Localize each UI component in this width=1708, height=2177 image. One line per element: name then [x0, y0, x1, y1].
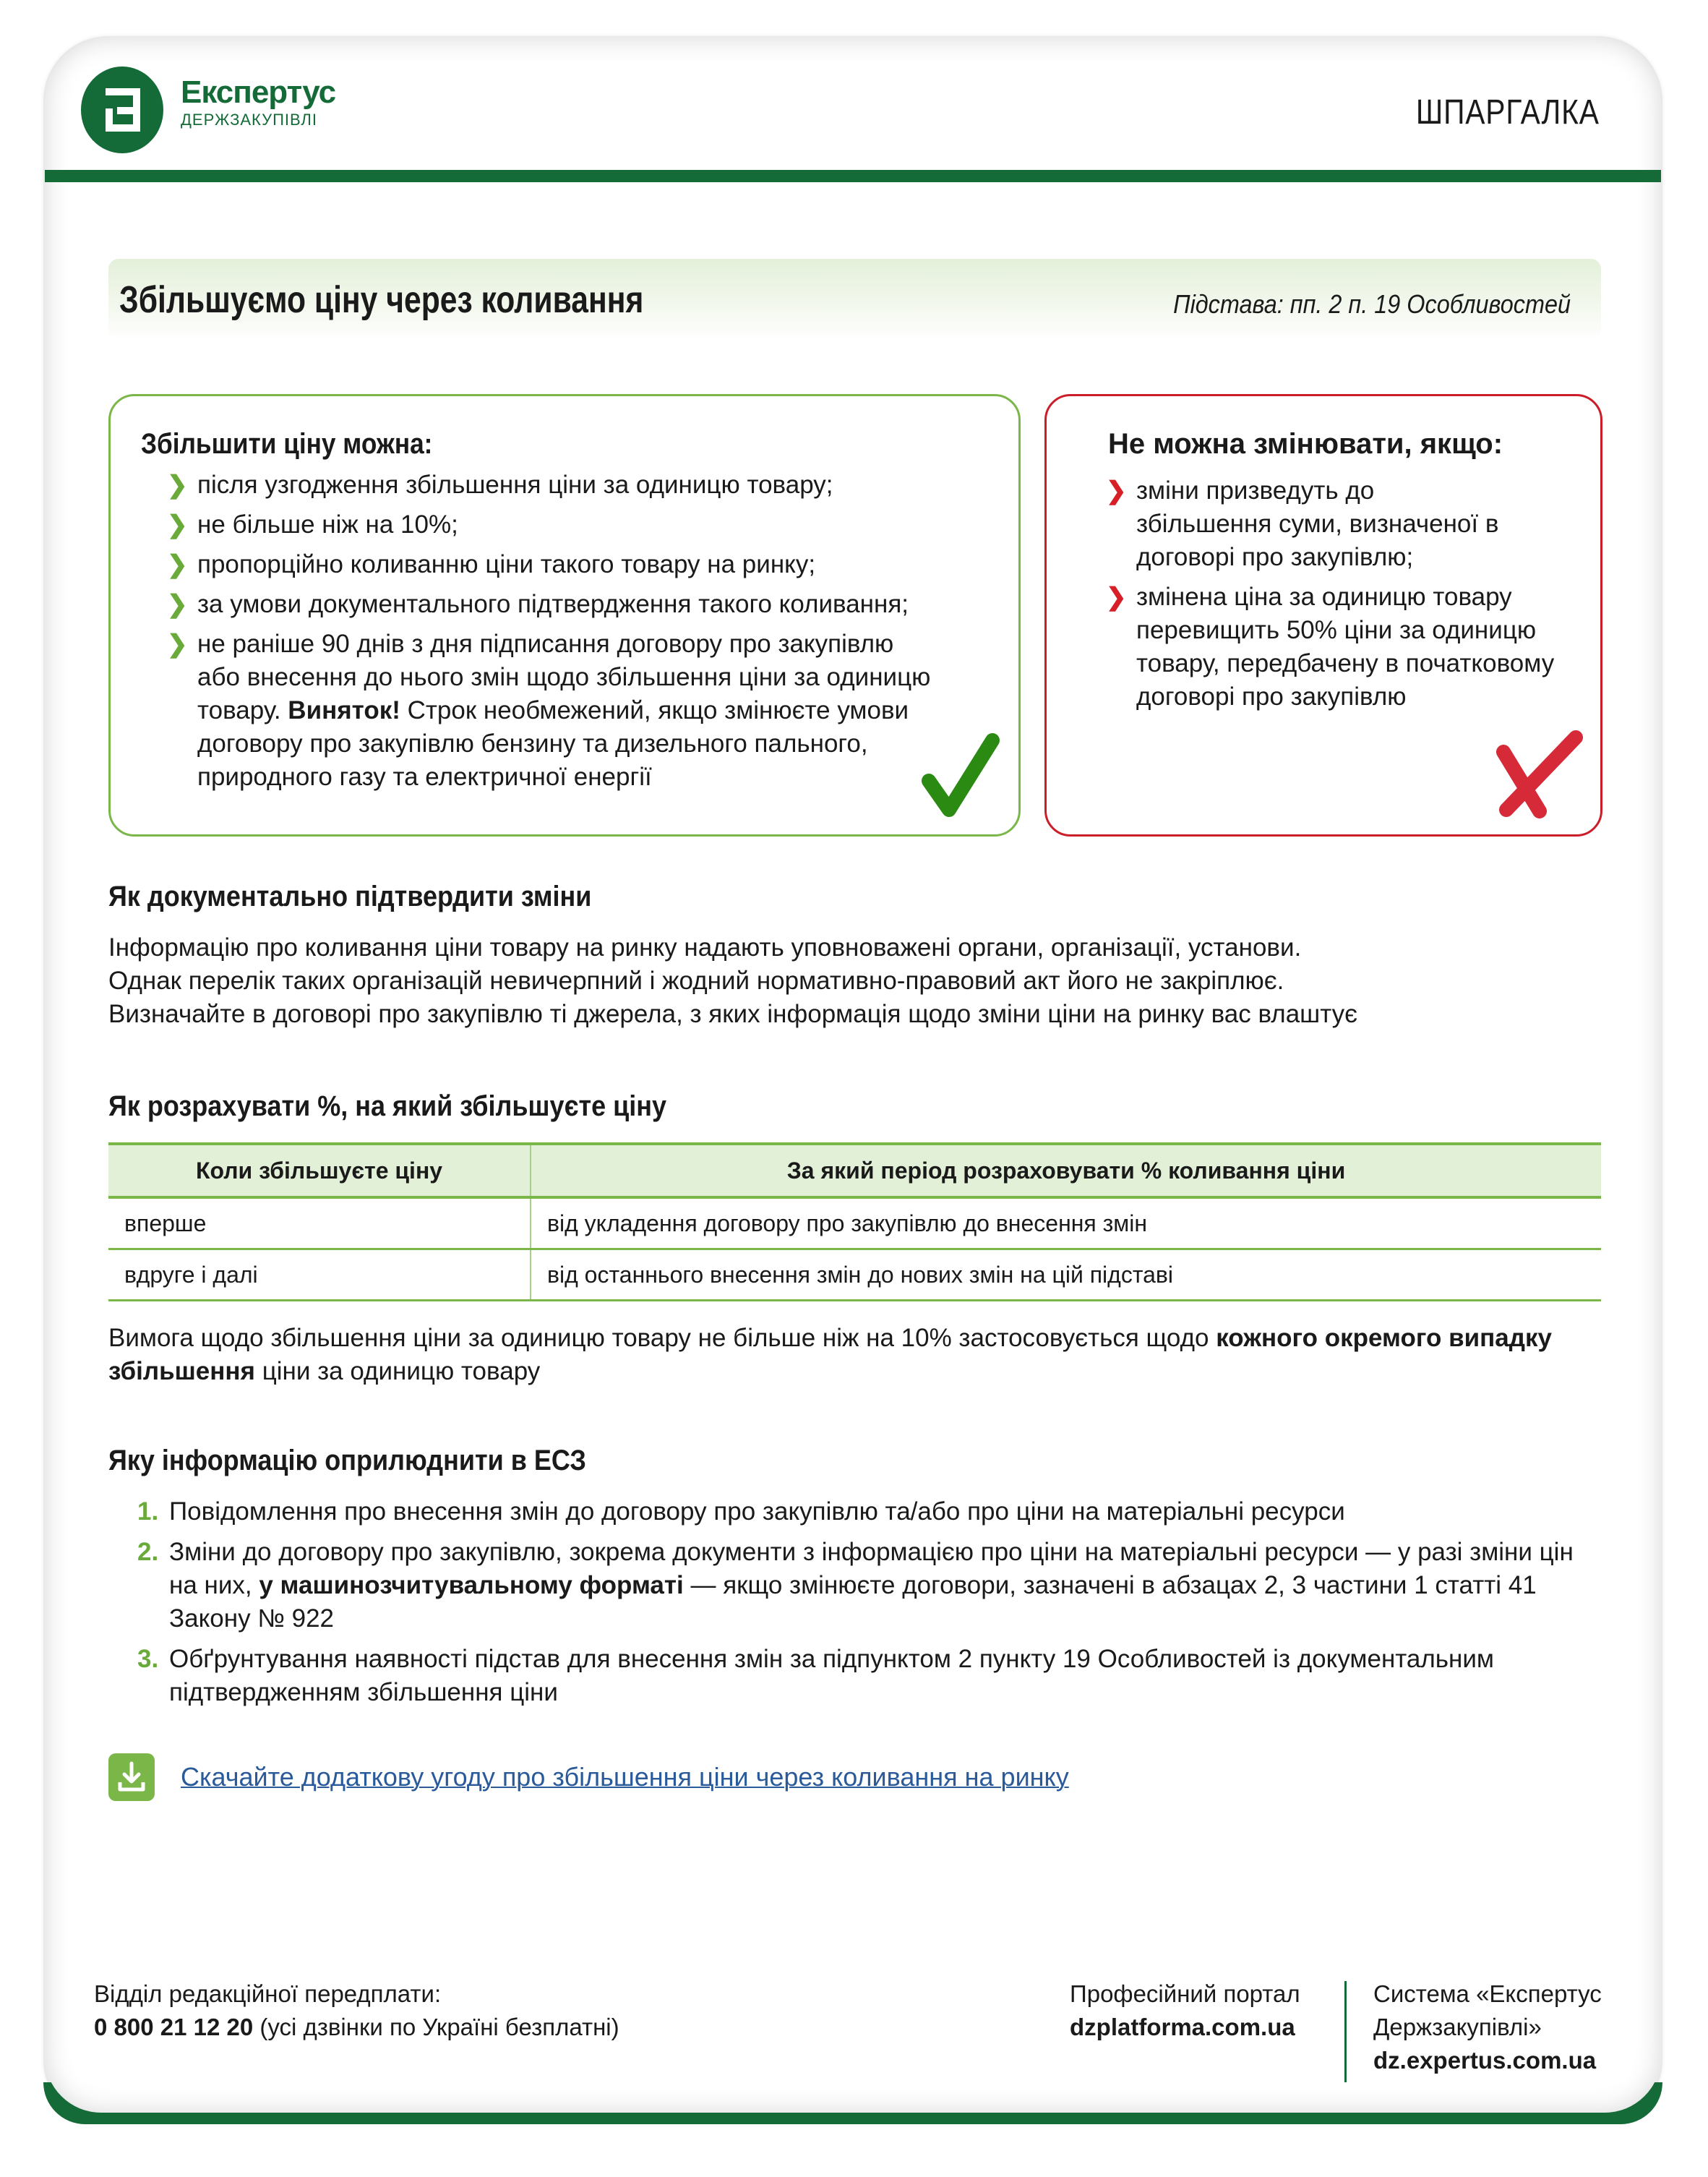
- list-item: ❯ пропорційно коливанню ціни такого товару на ринку;: [167, 548, 991, 581]
- table-cell: вперше: [108, 1197, 531, 1249]
- chevron-right-icon: ❯: [167, 591, 188, 618]
- chevron-right-icon: ❯: [167, 551, 188, 578]
- confirm-paragraph: Інформацію про коливання ціни товару на ринку надають уповноважені органи, організації, установи. Однак перелік таких організацій невичерпний і жодний нормативно-правовий акт його не закріплює. Визначайте в договорі про закупівлю ті джерела, з яких інформація щодо зміни ціни на ринку вас влаштує: [108, 933, 1358, 1028]
- list-item: 2. Зміни до договору про закупівлю, зокрема документи з інформацією про ціни на матеріальні ресурси — у разі зміни цін на них, у машинозчитувальному форматі — якщо змінюєте договори, зазначені в абзацах 2, 3 частини 1 статті 41 Закону № 922: [137, 1538, 1574, 1633]
- forbidden-box-title: Не можна змінювати, якщо:: [1108, 428, 1503, 460]
- system-label-line-1: Система «Експертус: [1373, 1980, 1602, 2007]
- footer-system: [1373, 1977, 1602, 2077]
- list-item: ❯ за умови документального підтвердження такого коливання;: [167, 588, 991, 621]
- chevron-right-icon: ❯: [1106, 583, 1127, 611]
- list-item: ❯ зміни призведуть до збільшення суми, визначеної в договорі про закупівлю;: [1106, 474, 1512, 574]
- section-heading-calc: Як розрахувати %, на який збільшуєте ціну: [108, 1090, 667, 1122]
- allowed-list: [167, 469, 991, 800]
- section-heading-esz: Яку інформацію оприлюднити в ЕСЗ: [108, 1445, 586, 1476]
- system-label-line-2: Держзакупівлі»: [1373, 2014, 1542, 2040]
- expertus-logo-icon: [81, 67, 163, 153]
- list-item: 1. Повідомлення про внесення змін до договору про закупівлю та/або про ціни на матеріальні ресурси: [137, 1497, 1345, 1526]
- brand-subtitle: ДЕРЖЗАКУПІВЛІ: [181, 111, 317, 129]
- list-item: ❯ змінена ціна за одиницю товару перевищить 50% ціни за одиницю товару, передбачену в початковому договорі про закупівлю: [1106, 581, 1570, 714]
- chevron-right-icon: ❯: [167, 511, 188, 539]
- brand-name: Експертус: [181, 74, 336, 110]
- table-cell: від останнього внесення змін до нових змін на цій підставі: [531, 1249, 1601, 1301]
- list-item: 3. Обґрунтування наявності підстав для внесення змін за підпунктом 2 пункту 19 Особливостей із документальним підтвердженням збільшення ціни: [137, 1645, 1494, 1706]
- table-cell: від укладення договору про закупівлю до внесення змін: [531, 1197, 1601, 1249]
- portal-url[interactable]: dzplatforma.com.ua: [1070, 2014, 1295, 2040]
- list-item: ❯ після узгодження збільшення ціни за одиницю товару;: [167, 469, 991, 502]
- table-cell: вдруге і далі: [108, 1249, 531, 1301]
- page-card-inner: [45, 38, 1661, 2113]
- brand: [181, 74, 335, 129]
- list-item: ❯ не раніше 90 днів з дня підписання договору про закупівлю або внесення до нього змін щодо збільшення ціни за одиницю товару. Виняток! Строк необмежений, якщо змінюєте умови договору про закупівлю бензину та дизельного пального, природного газу та електричної енергії: [167, 628, 935, 794]
- subscription-label: Відділ редакційної передплати:: [94, 1980, 442, 2007]
- table-row: [108, 1197, 1601, 1249]
- allowed-box-title: Збільшити ціну можна:: [141, 428, 433, 460]
- page-title: Збільшуємо ціну через коливання: [119, 279, 644, 321]
- table-row: [108, 1249, 1601, 1301]
- chevron-right-icon: ❯: [167, 471, 188, 499]
- section-heading-confirm: Як документально підтвердити зміни: [108, 881, 592, 912]
- cross-icon: [1489, 730, 1587, 821]
- esz-list: [137, 1495, 1605, 1716]
- download-agreement-link[interactable]: Скачайте додаткову угоду про збільшення ціни через коливання на ринку: [181, 1762, 1069, 1792]
- list-item: ❯ не більше ніж на 10%;: [167, 508, 991, 542]
- phone-number[interactable]: 0 800 21 12 20: [94, 2014, 254, 2040]
- footer-divider: [1344, 1981, 1347, 2082]
- footer-subscription: [94, 1977, 619, 2044]
- calc-note: Вимога щодо збільшення ціни за одиницю товару не більше ніж на 10% застосовується щодо кожного окремого випадку збільшення ціни за одиницю товару: [108, 1324, 1552, 1385]
- document-type: ШПАРГАЛКА: [1415, 93, 1600, 132]
- chevron-right-icon: ❯: [167, 630, 188, 658]
- footer-portal: [1070, 1977, 1300, 2044]
- forbidden-list: [1106, 474, 1583, 720]
- table-header-row: [108, 1144, 1601, 1197]
- portal-label: Професійний портал: [1070, 1980, 1300, 2007]
- legal-basis: Підстава: пп. 2 п. 19 Особливостей: [1173, 289, 1571, 319]
- exception-label: Виняток!: [288, 696, 400, 724]
- check-icon: [914, 730, 1001, 821]
- column-header: Коли збільшуєте ціну: [108, 1144, 531, 1197]
- allowed-conditions-box: [108, 394, 1021, 837]
- system-url[interactable]: dz.expertus.com.ua: [1373, 2047, 1597, 2074]
- calc-table: [108, 1142, 1601, 1301]
- header-green-bar: [45, 170, 1661, 182]
- download-row[interactable]: [108, 1753, 1069, 1801]
- subscription-phone-line: 0 800 21 12 20 (усі дзвінки по Україні безплатні): [94, 2014, 619, 2040]
- download-icon[interactable]: [108, 1753, 155, 1801]
- chevron-right-icon: ❯: [1106, 477, 1127, 505]
- column-header: За який період розраховувати % коливання ціни: [531, 1144, 1601, 1197]
